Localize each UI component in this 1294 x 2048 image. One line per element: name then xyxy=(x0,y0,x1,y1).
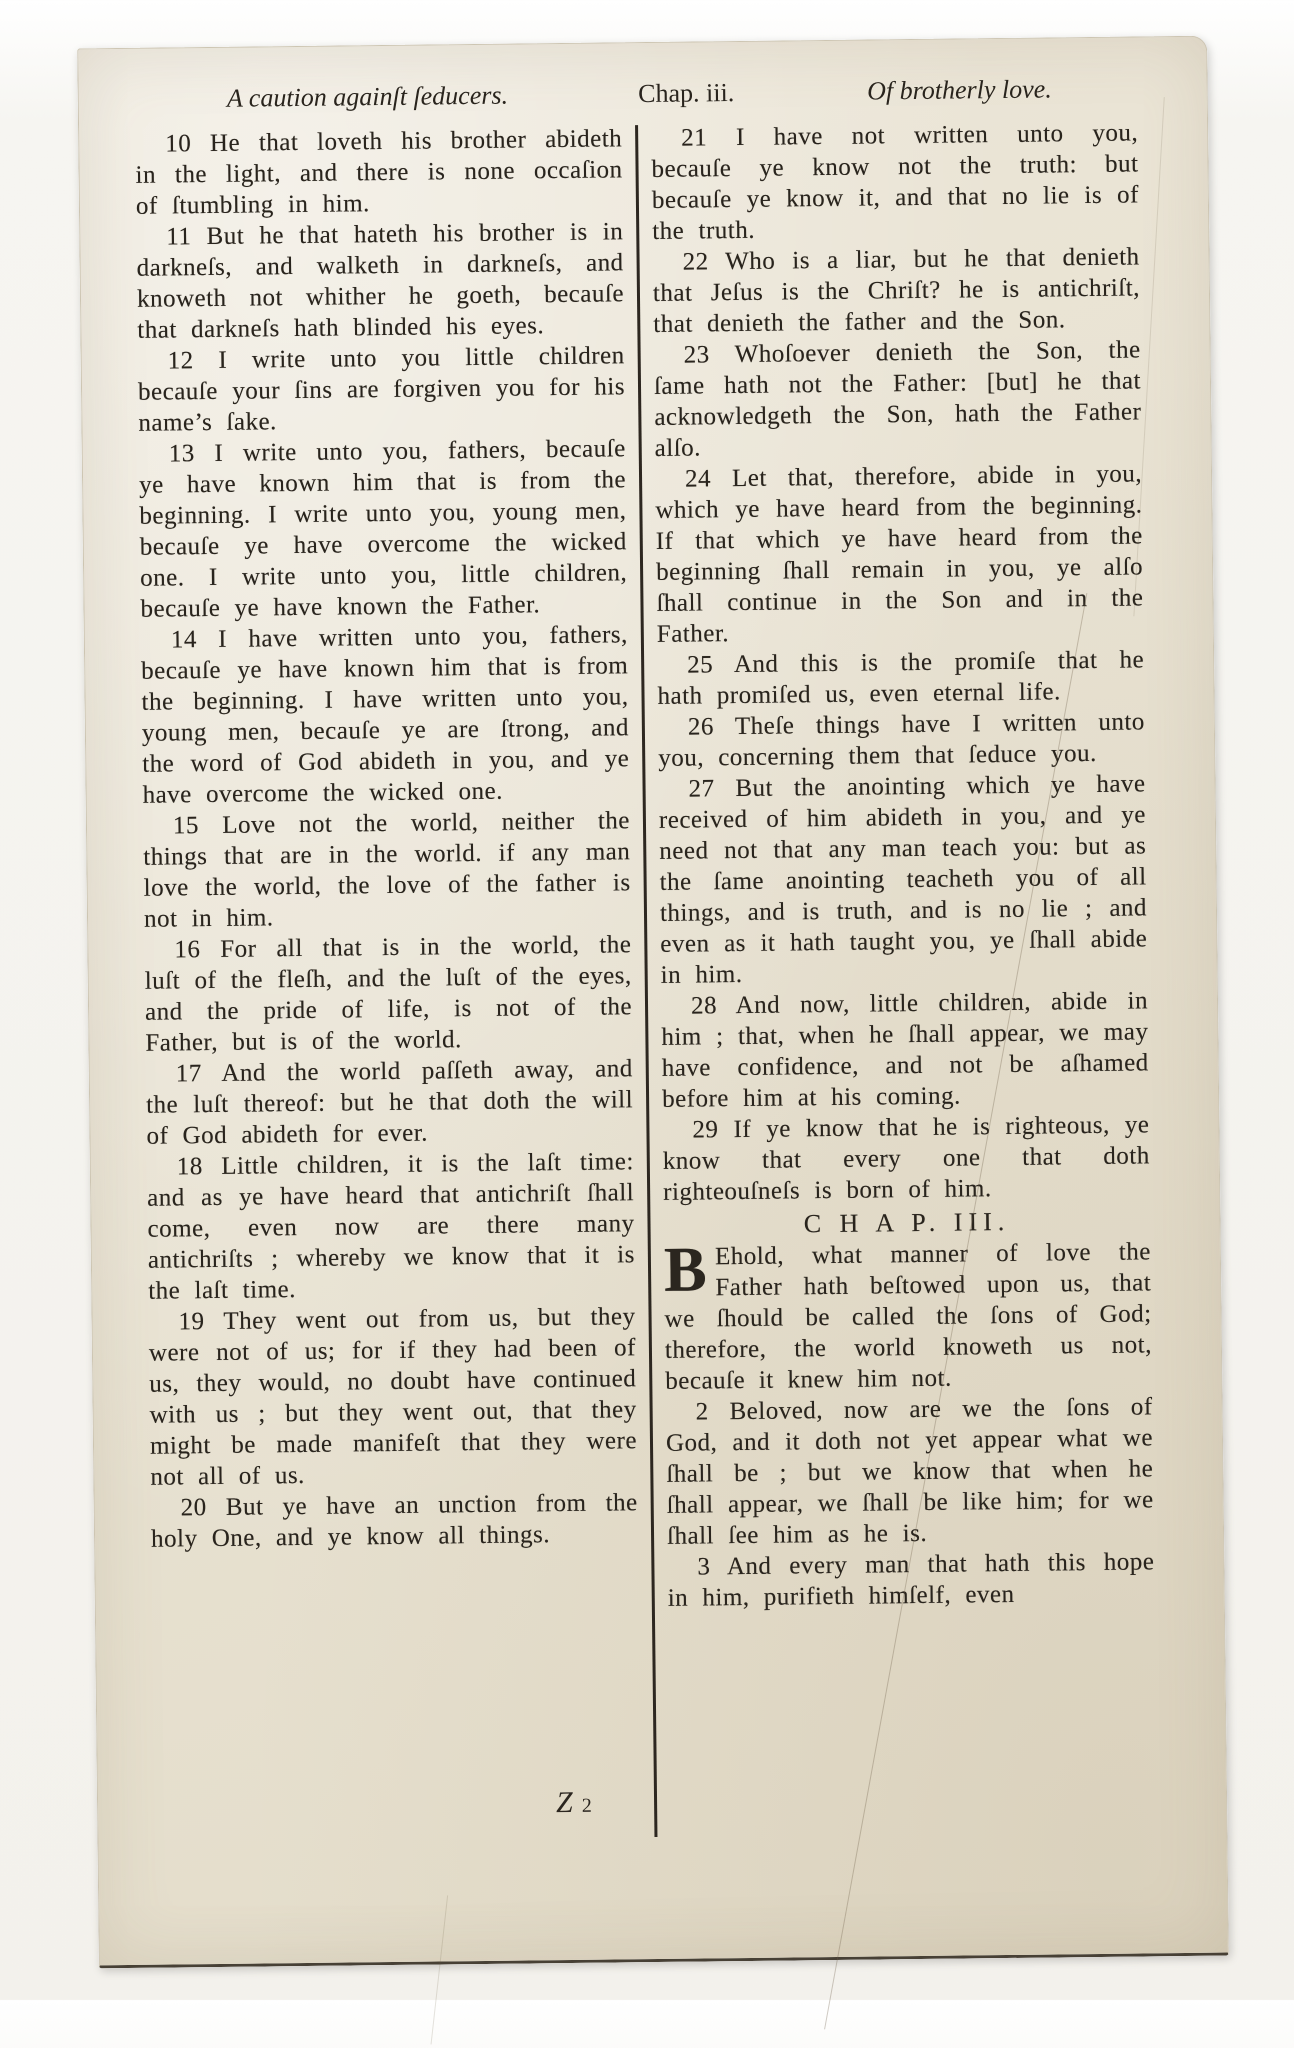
signature-mark xyxy=(556,1786,592,1820)
verse-22-paragraph: 22 Who is a liar, but he that denieth that Jeſus is the Chriſt? he is antichriſt, that denieth the father and the Son. xyxy=(652,243,1141,338)
verse-14-paragraph: 14 I have written unto you, fathers, becauſe ye have known him that is from the beginning. I have written unto you, young men, becauſe ye are ſtrong, and the word of God abideth in you, and ye have overcome the wicked one. xyxy=(141,621,630,809)
signature-number: 2 xyxy=(581,1794,592,1817)
verse-27-paragraph: 27 But the anointing which ye have received of him abideth in you, and ye need not that any man teach you: but as the ſame anointing teacheth you of all things, and is truth, and is no lie ; and even as it hath taught you, ye ſhall abide in him. xyxy=(658,770,1148,989)
verse-13-paragraph: 13 I write unto you, fathers, becauſe ye have known him that is from the beginning. I write unto you, young men, becauſe ye have overcome the wicked one. I write unto you, little children, becauſe ye have known the Father. xyxy=(138,435,628,623)
verse-12-paragraph: 12 I write unto you little children becauſe your ſins are forgiven you for his name’s ſake. xyxy=(137,342,626,437)
verse-24-paragraph: 24 Let that, therefore, abide in you, which ye have heard from the beginning. If that which ye have heard from the beginning ſhall remain in you, ye alſo ſhall continue in the Son and in the Father. xyxy=(655,460,1144,648)
page-content xyxy=(78,37,1226,1844)
verse-18-paragraph: 18 Little children, it is the laſt time: and as ye have heard that antichriſt ſhall come, even now are there many antichriſts ; whereby we know that it is the laſt time. xyxy=(147,1148,636,1305)
verse-26-paragraph: 26 Theſe things have I written unto you, concerning them that ſeduce you. xyxy=(658,708,1146,772)
verse-15-paragraph: 15 Love not the world, neither the things that are in the world. if any man love the world, the love of the father is not in him. xyxy=(143,807,631,933)
left-text-column xyxy=(135,123,641,1842)
chapter-label: Chap. iii. xyxy=(638,78,735,109)
verse-29-paragraph: 29 If ye know that he is righteous, ye know that every one that doth righteouſneſs is born of him. xyxy=(662,1111,1150,1206)
running-title-right: Of brotherly love. xyxy=(866,74,1052,106)
drop-cap: B xyxy=(663,1233,708,1305)
verse-23-paragraph: 23 Whoſoever denieth the Son, the ſame hath not the Father: [but] he that acknowledgeth the Son, hath the Father alſo. xyxy=(653,336,1142,462)
signature-letter: Z xyxy=(555,1785,573,1820)
verse-16-paragraph: 16 For all that is in the world, the luſt of the fleſh, and the luſt of the eyes, and the pride of life, is not of the Father, but is of the world. xyxy=(144,931,633,1057)
verse-25-paragraph: 25 And this is the promiſe that he hath promiſed us, even eternal life. xyxy=(657,646,1145,710)
right-text-column xyxy=(651,117,1157,1836)
chapter-3-verse-1-text: Ehold, what manner of love the Father hath beſtowed upon us, that we ſhould be called the ſons of God; therefore, the world knoweth us not, becauſe it knew him not. xyxy=(664,1238,1153,1395)
running-header xyxy=(135,73,1147,114)
verse-19-paragraph: 19 They went out from us, but they were not of us; for if they had been of us, they would, no doubt have continued with us ; but they went out, that they might be made manifeſt that they were not all of us. xyxy=(148,1303,638,1491)
verse-10-paragraph: 10 He that loveth his brother abideth in the light, and there is none occaſion of ſtumbling in him. xyxy=(135,125,623,220)
running-title-left: A caution againſt ſeducers. xyxy=(226,80,509,113)
verse-20-paragraph: 20 But ye have an unction from the holy One, and ye know all things. xyxy=(150,1489,638,1553)
chapter-3-verse-3-paragraph: 3 And every man that hath this hope in him, purifieth himſelf, even xyxy=(667,1548,1155,1612)
text-columns xyxy=(135,117,1166,1842)
chapter-3-verse-1-paragraph xyxy=(663,1233,1153,1397)
paper-crease xyxy=(431,1895,449,2044)
verse-21-paragraph: 21 I have not written unto you, becauſe ye know not the truth: but becauſe ye know it, and that no lie is of the truth. xyxy=(651,119,1140,245)
scanned-page xyxy=(77,36,1229,1969)
chapter-3-heading: C H A P. III. xyxy=(803,1206,1011,1239)
chapter-3-verse-2-paragraph: 2 Beloved, now are we the ſons of God, and it doth not yet appear what we ſhall be ; but we know that when he ſhall appear, we ſhall be like him; for we ſhall ſee him as he is. xyxy=(665,1393,1154,1550)
verse-28-paragraph: 28 And now, little children, abide in him ; that, when he ſhall appear, we may have confidence, and not be aſhamed before him at his coming. xyxy=(661,987,1149,1113)
verse-11-paragraph: 11 But he that hateth his brother is in darkneſs, and walketh in darkneſs, and knoweth not whither he goeth, becauſe that darkneſs hath blinded his eyes. xyxy=(136,218,625,344)
verse-17-paragraph: 17 And the world paſſeth away, and the luſt thereof: but he that doth the will of God abideth for ever. xyxy=(145,1055,634,1150)
